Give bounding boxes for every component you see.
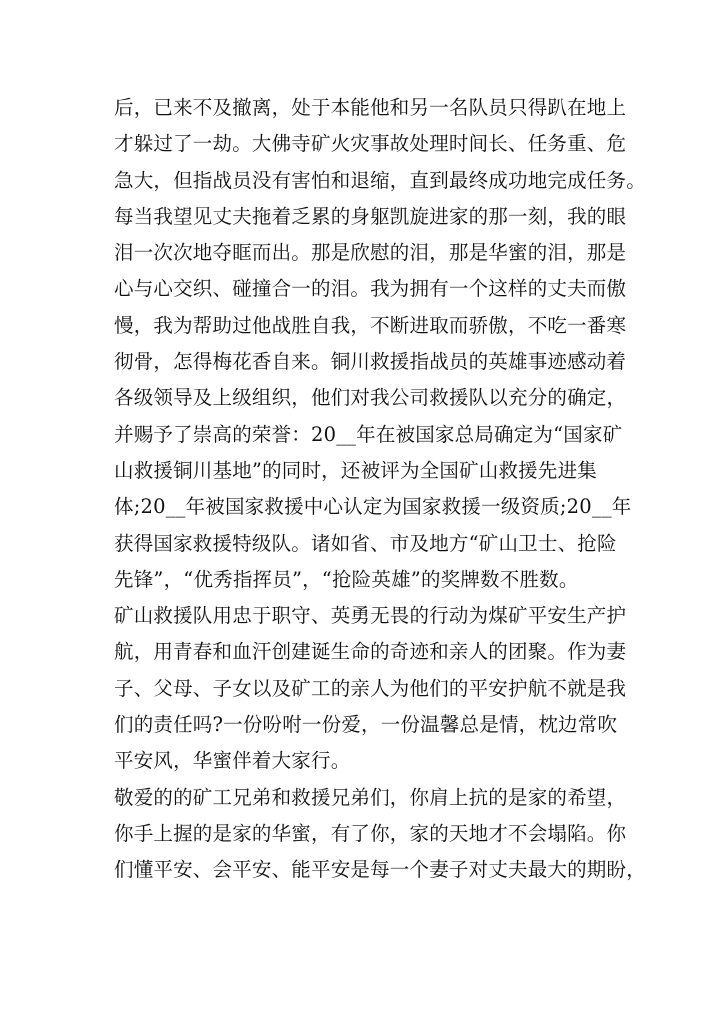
text-line: 们懂平安、会平安、能平安是每一个妻子对丈夫最大的期盼， [114,858,646,882]
text-line: 你手上握的是家的华蜜，有了你，家的天地才不会塌陷。你 [114,821,627,845]
text-line: 彻骨，怎得梅花香自来。铜川救援指战员的英雄事迹感动着 [114,350,627,374]
text-line: 们的责任吗?一份吩咐一份爱，一份温馨总是情，枕边常吹 [114,713,618,737]
text-line: 矿山救援队用忠于职守、英勇无畏的行动为煤矿平安生产护 [114,604,627,628]
text-line: 子、父母、子女以及矿工的亲人为他们的平安护航不就是我 [114,676,627,700]
text-line: 急大，但指战员没有害怕和退缩，直到最终成功地完成任务。 [114,168,646,192]
text-line: 先锋”，“优秀指挥员”，“抢险英雄”的奖牌数不胜数。 [114,567,579,591]
text-line: 后，已来不及撤离，处于本能他和另一名队员只得趴在地上 [114,96,627,119]
text-line: 山救援铜川基地”的同时，还被评为全国矿山救援先进集 [114,458,597,482]
text-line: 敬爱的的矿工兄弟和救援兄弟们，你肩上抗的是家的希望， [114,785,627,809]
text-line: 才躲过了一劫。大佛寺矿火灾事故处理时间长、任务重、危 [114,132,627,156]
text-line: 心与心交织、碰撞合一的泪。我为拥有一个这样的丈夫而傲 [114,277,627,301]
text-line: 体;20__年被国家救援中心认定为国家救援一级资质;20__年 [114,495,632,519]
text-line: 航，用青春和血汗创建诞生命的奇迹和亲人的团聚。作为妻 [114,640,627,664]
text-line: 各级领导及上级组织，他们对我公司救援队以充分的确定， [114,386,627,410]
text-line: 泪一次次地夺眶而出。那是欣慰的泪，那是华蜜的泪，那是 [114,241,627,265]
text-line: 获得国家救援特级队。诸如省、市及地方“矿山卫士、抢险 [114,531,617,555]
text-line: 慢，我为帮助过他战胜自我，不断进取而骄傲，不吃一番寒 [114,313,627,337]
text-line: 并赐予了崇高的荣誉：20__年在被国家总局确定为“国家矿 [114,422,623,446]
text-line: 平安风，华蜜伴着大家行。 [114,749,351,773]
text-line: 每当我望见丈夫拖着乏累的身躯凯旋进家的那一刻，我的眼 [114,204,627,228]
body-text [114,90,646,889]
